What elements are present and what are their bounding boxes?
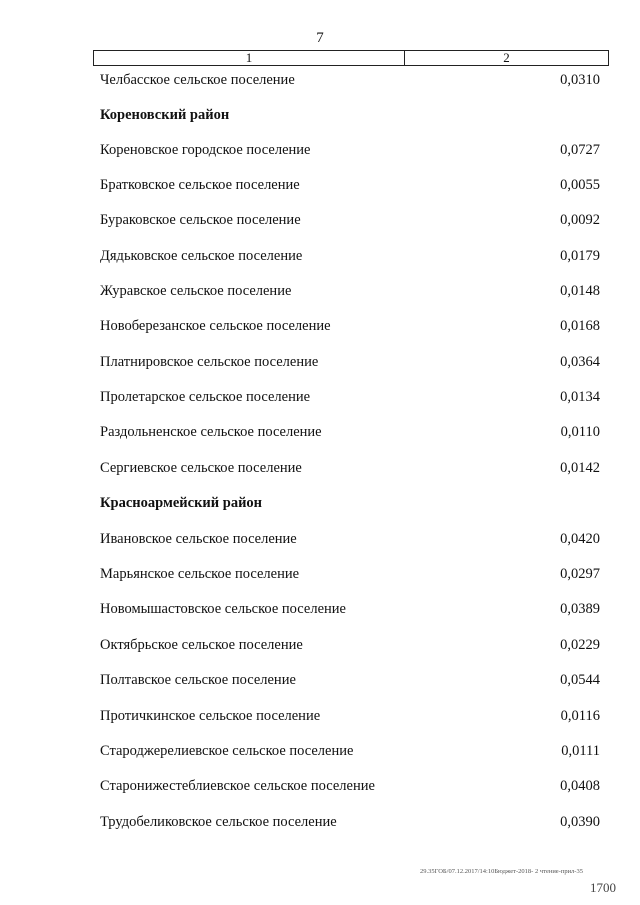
settlement-value: 0,0310: [560, 72, 600, 88]
table-row: [100, 316, 600, 336]
document-footer: 29.35ГОБ/07.12.2017/14:10Бюджет-2018- 2 чтение-прил-35: [420, 868, 583, 875]
table-row: [100, 564, 600, 584]
header-col-1: 1: [94, 51, 405, 65]
settlement-value: 0,0179: [560, 248, 600, 264]
settlement-name: Сергиевское сельское поселение: [100, 460, 302, 476]
settlement-name: Октябрьское сельское поселение: [100, 637, 303, 653]
table-row: [100, 599, 600, 619]
settlement-name: Марьянское сельское поселение: [100, 566, 300, 582]
table-header: [93, 50, 609, 66]
settlement-value: 0,0420: [560, 531, 600, 547]
table-row: [100, 246, 600, 266]
settlement-name: Старонижестеблиевское сельское поселение: [100, 778, 375, 794]
settlement-value: 0,0408: [560, 778, 600, 794]
settlement-value: 0,0111: [561, 743, 600, 759]
table-row: [100, 741, 600, 761]
settlement-value: 0,0055: [560, 177, 600, 193]
settlement-name: Новоберезанское сельское поселение: [100, 318, 331, 334]
table-row: [100, 175, 600, 195]
settlement-name: Новомышастовское сельское поселение: [100, 601, 346, 617]
table-row: [100, 706, 600, 726]
table-row: [100, 422, 600, 442]
settlement-value: 0,0297: [560, 566, 600, 582]
table-row: [100, 635, 600, 655]
settlement-name: Братковское сельское поселение: [100, 177, 300, 193]
settlement-value: 0,0116: [560, 708, 600, 724]
settlement-value: 0,0110: [560, 424, 600, 440]
settlement-value: 0,0390: [560, 814, 600, 830]
table-row: [100, 70, 600, 90]
settlement-name: Журавское сельское поселение: [100, 283, 292, 299]
settlement-name: Ивановское сельское поселение: [100, 531, 297, 547]
table-row: [100, 140, 600, 160]
page-stamp: 1700: [590, 880, 616, 895]
settlement-value: 0,0389: [560, 601, 600, 617]
table-row: [100, 529, 600, 549]
settlement-value: 0,0229: [560, 637, 600, 653]
table-row: [100, 352, 600, 372]
settlement-name: Протичкинское сельское поселение: [100, 708, 321, 724]
settlement-name: Пролетарское сельское поселение: [100, 389, 311, 405]
page-number: 7: [316, 30, 324, 46]
settlement-value: 0,0142: [560, 460, 600, 476]
settlement-value: 0,0134: [560, 389, 600, 405]
settlement-name: Раздольненское сельское поселение: [100, 424, 322, 440]
settlement-value: 0,0092: [560, 212, 600, 228]
table-row: [100, 670, 600, 690]
table-row: [100, 458, 600, 478]
table-row: [100, 210, 600, 230]
settlement-value: 0,0148: [560, 283, 600, 299]
header-col-2: 2: [503, 50, 510, 65]
settlement-name: Кореновское городское поселение: [100, 142, 311, 158]
settlement-name: Платнировское сельское поселение: [100, 354, 319, 370]
settlement-name: Староджерелиевское сельское поселение: [100, 743, 354, 759]
table-row: [100, 776, 600, 796]
settlement-value: 0,0544: [560, 672, 600, 688]
settlement-name: Трудобеликовское сельское поселение: [100, 814, 337, 830]
settlement-value: 0,0727: [560, 142, 600, 158]
district-heading-korenovsky: Кореновский район: [100, 107, 230, 123]
settlement-value: 0,0364: [560, 354, 600, 370]
settlement-value: 0,0168: [560, 318, 600, 334]
settlement-name: Челбасское сельское поселение: [100, 72, 295, 88]
table-row: [100, 281, 600, 301]
settlement-name: Полтавское сельское поселение: [100, 672, 296, 688]
table-row: [100, 812, 600, 832]
district-heading-krasnoarmeysky: Красноармейский район: [100, 495, 263, 511]
settlement-name: Дядьковское сельское поселение: [100, 248, 303, 264]
settlement-name: Бураковское сельское поселение: [100, 212, 301, 228]
table-row: [100, 387, 600, 407]
